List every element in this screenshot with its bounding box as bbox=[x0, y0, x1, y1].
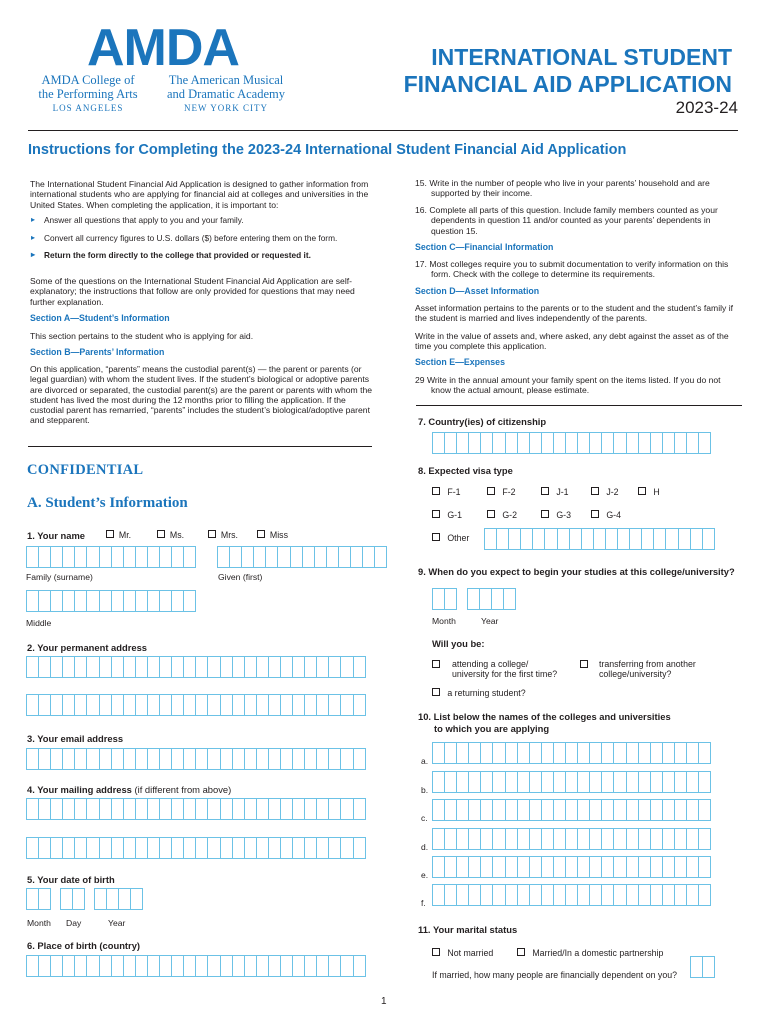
q9-label: 9. When do you expect to begin your studies at this college/university? bbox=[418, 566, 735, 577]
dob-month-input[interactable] bbox=[26, 888, 50, 910]
char-box[interactable] bbox=[698, 828, 711, 850]
visa-other-label: Other bbox=[447, 533, 470, 543]
mailing-address-line1[interactable] bbox=[26, 798, 365, 820]
dob-day-input[interactable] bbox=[60, 888, 84, 910]
checkbox-icon[interactable] bbox=[517, 948, 525, 956]
name-given-input[interactable] bbox=[217, 546, 386, 568]
mailing-address-line2[interactable] bbox=[26, 837, 365, 859]
char-box[interactable] bbox=[130, 888, 143, 910]
char-box[interactable] bbox=[38, 888, 51, 910]
item-29: 29 Write in the annual amount your family spent on the items listed. If you do not know the actual amount, please estimate. bbox=[415, 375, 721, 396]
college-e-letter: e. bbox=[421, 870, 429, 880]
visa-g4[interactable] bbox=[591, 510, 621, 520]
college-b-letter: b. bbox=[421, 785, 429, 795]
char-box[interactable] bbox=[698, 799, 711, 821]
start-year-input[interactable] bbox=[467, 588, 515, 610]
visa-f2-label: F-2 bbox=[502, 487, 516, 497]
dob-year-label: Year bbox=[108, 918, 126, 928]
checkbox-icon[interactable] bbox=[208, 530, 216, 538]
char-box[interactable] bbox=[353, 837, 366, 859]
q7-label: 7. Country(ies) of citizenship bbox=[418, 416, 547, 427]
header-divider bbox=[28, 130, 738, 131]
school-la-city: LOS ANGELES bbox=[52, 103, 124, 113]
opt-transfer-text bbox=[580, 659, 696, 679]
q11-label: 11. Your marital status bbox=[418, 924, 518, 935]
dependents-input[interactable] bbox=[690, 956, 714, 978]
opt-transfer-line1: transferring from another bbox=[599, 659, 696, 669]
school-ny bbox=[158, 73, 294, 115]
opt-transfer[interactable] bbox=[580, 659, 696, 679]
item-17: 17. Most colleges require you to submit documentation to verify information on this form. Check with the college to determine its requirements. bbox=[415, 259, 729, 280]
instructions-heading: Instructions for Completing the 2023-24 International Student Financial Aid Application bbox=[28, 142, 627, 158]
item-15: 15. Write in the number of people who live in your parents’ household and are supported by their income. bbox=[415, 178, 710, 199]
birth-country-input[interactable] bbox=[26, 955, 365, 977]
item-16: 16. Complete all parts of this question. Include family members counted as your dependents in question 11 and/or counted as your parents’ dependents in question 15. bbox=[415, 205, 718, 236]
college-c-input[interactable] bbox=[432, 799, 710, 821]
instructions-explanatory: Some of the questions on the International Student Financial Aid Application are self-explanatory; the instructions that follow are only provided for questions that may need further explanation. bbox=[30, 276, 355, 307]
page-number: 1 bbox=[381, 996, 387, 1007]
q4-label bbox=[27, 784, 231, 795]
checkbox-icon[interactable] bbox=[157, 530, 165, 538]
dob-year-input[interactable] bbox=[94, 888, 142, 910]
section-a-heading: A. Student’s Information bbox=[27, 495, 188, 511]
q10-label-line1: 10. List below the names of the colleges and universities bbox=[418, 711, 671, 722]
char-box[interactable] bbox=[353, 748, 366, 770]
char-box[interactable] bbox=[353, 955, 366, 977]
school-ny-city: NEW YORK CITY bbox=[184, 103, 268, 113]
married-option[interactable] bbox=[517, 948, 663, 958]
q10-label bbox=[418, 711, 671, 735]
school-ny-line1: The American Musical bbox=[168, 73, 284, 87]
title-mrs-label: Mrs. bbox=[220, 530, 238, 540]
q4-label-text: 4. Your mailing address bbox=[27, 784, 132, 795]
char-box[interactable] bbox=[353, 798, 366, 820]
college-f-input[interactable] bbox=[432, 884, 710, 906]
family-label: Family (surname) bbox=[26, 572, 93, 582]
q3-label: 3. Your email address bbox=[27, 733, 124, 744]
college-e-input[interactable] bbox=[432, 856, 710, 878]
visa-other[interactable] bbox=[432, 533, 469, 543]
citizenship-input[interactable] bbox=[432, 432, 710, 454]
q6-label: 6. Place of birth (country) bbox=[27, 940, 141, 951]
checkbox-icon[interactable] bbox=[541, 510, 549, 518]
char-box[interactable] bbox=[353, 694, 366, 716]
dependents-question: If married, how many people are financially dependent on you? bbox=[432, 970, 677, 980]
form-title-line2: FINANCIAL AID APPLICATION bbox=[403, 71, 732, 97]
visa-g1[interactable] bbox=[432, 510, 462, 520]
college-b-input[interactable] bbox=[432, 771, 710, 793]
permanent-address-line2[interactable] bbox=[26, 694, 365, 716]
checkbox-icon[interactable] bbox=[432, 533, 440, 541]
college-d-input[interactable] bbox=[432, 828, 710, 850]
visa-other-input[interactable] bbox=[484, 528, 714, 550]
title-mrs[interactable] bbox=[208, 530, 238, 540]
title-miss-label: Miss bbox=[269, 530, 288, 540]
checkbox-icon[interactable] bbox=[541, 487, 549, 495]
section-c-title: Section C—Financial Information bbox=[415, 242, 554, 252]
opt-first-time-line2: university for the first time? bbox=[452, 669, 558, 679]
section-a-title: Section A—Student’s Information bbox=[30, 313, 170, 323]
bullet-1: ▸ Answer all questions that apply to you and your family. bbox=[44, 215, 244, 225]
start-month-input[interactable] bbox=[432, 588, 456, 610]
will-you-be-label: Will you be: bbox=[432, 638, 485, 649]
q4-note: (if different from above) bbox=[131, 784, 232, 795]
q10-label-line2: to which you are applying bbox=[434, 723, 550, 734]
checkbox-icon[interactable] bbox=[257, 530, 265, 538]
not-married-option[interactable] bbox=[432, 948, 493, 958]
checkbox-icon[interactable] bbox=[591, 510, 599, 518]
checkbox-icon[interactable] bbox=[432, 660, 440, 668]
school-la-line1: AMDA College of bbox=[41, 73, 135, 87]
married-label: Married/In a domestic partnership bbox=[532, 948, 664, 958]
confidential-label: CONFIDENTIAL bbox=[27, 462, 144, 478]
title-miss[interactable] bbox=[257, 530, 288, 540]
checkbox-icon[interactable] bbox=[432, 510, 440, 518]
q1-label: 1. Your name bbox=[27, 530, 86, 541]
checkbox-icon[interactable] bbox=[432, 948, 440, 956]
visa-j1-label: J-1 bbox=[556, 487, 569, 497]
dob-day-label: Day bbox=[66, 918, 82, 928]
section-a-text: This section pertains to the student who is applying for aid. bbox=[30, 331, 254, 341]
college-d-letter: d. bbox=[421, 842, 429, 852]
start-month-label: Month bbox=[432, 616, 456, 626]
visa-j1[interactable] bbox=[541, 487, 569, 497]
opt-first-time-text bbox=[432, 659, 557, 679]
checkbox-icon[interactable] bbox=[638, 487, 646, 495]
opt-transfer-line2: college/university? bbox=[599, 669, 672, 679]
char-box[interactable] bbox=[72, 888, 85, 910]
q2-label: 2. Your permanent address bbox=[27, 642, 148, 653]
section-d-text-2: Write in the value of assets and, where asked, any debt against the asset as of the time you complete this application. bbox=[415, 331, 729, 352]
college-f-letter: f. bbox=[421, 898, 426, 908]
title-mr-label: Mr. bbox=[118, 530, 132, 540]
visa-g3[interactable] bbox=[541, 510, 571, 520]
char-box[interactable] bbox=[702, 956, 715, 978]
visa-h[interactable] bbox=[638, 487, 660, 497]
visa-g2-label: G-2 bbox=[502, 510, 518, 520]
opt-returning-label: a returning student? bbox=[447, 688, 526, 698]
given-label: Given (first) bbox=[218, 572, 263, 582]
instructions-intro: The International Student Financial Aid Application is designed to gather information from international students who are applying for financial aid at colleges and universities in the United States. When completing the application, it is important to: bbox=[30, 179, 369, 210]
section-b-title: Section B—Parents’ Information bbox=[30, 347, 165, 357]
start-year-label: Year bbox=[481, 616, 499, 626]
form-title bbox=[404, 44, 732, 98]
visa-f2[interactable] bbox=[487, 487, 516, 497]
email-input[interactable] bbox=[26, 748, 365, 770]
bullet-2: ▸ Convert all currency figures to U.S. dollars ($) before entering them on the form. bbox=[44, 233, 337, 243]
char-box[interactable] bbox=[702, 528, 715, 550]
not-married-label: Not married bbox=[447, 948, 494, 958]
section-e-title: Section E—Expenses bbox=[415, 357, 505, 367]
checkbox-icon[interactable] bbox=[580, 660, 588, 668]
q5-label: 5. Your date of birth bbox=[27, 874, 115, 885]
char-box[interactable] bbox=[698, 432, 711, 454]
left-divider bbox=[28, 446, 372, 447]
title-ms[interactable] bbox=[157, 530, 184, 540]
char-box[interactable] bbox=[444, 588, 457, 610]
bullet-3: ▸ Return the form directly to the college that provided or requested it. bbox=[44, 250, 311, 260]
college-c-letter: c. bbox=[421, 813, 428, 823]
college-a-letter: a. bbox=[421, 756, 429, 766]
char-box[interactable] bbox=[183, 590, 196, 612]
name-middle-input[interactable] bbox=[26, 590, 195, 612]
visa-j2[interactable] bbox=[591, 487, 619, 497]
char-box[interactable] bbox=[503, 588, 516, 610]
section-b-text: On this application, “parents” means the custodial parent(s) — the parent or parents (or legal guardian) with whom the student lives. If the student’s biological or adoptive parents are divorced or separated, the custodial parent(s) are the parent or parents with whom the student has lived the most during the 12 months prior to filling the application. If the custodial parent has remarried, “parents” includes the student’s biological/adoptive parent and stepparent. bbox=[30, 364, 373, 426]
middle-label: Middle bbox=[26, 618, 52, 628]
visa-g3-label: G-3 bbox=[556, 510, 572, 520]
checkbox-icon[interactable] bbox=[432, 688, 440, 696]
checkbox-icon[interactable] bbox=[487, 487, 495, 495]
school-ny-line2: and Dramatic Academy bbox=[166, 87, 285, 101]
section-d-title: Section D—Asset Information bbox=[415, 286, 540, 296]
visa-g2[interactable] bbox=[487, 510, 517, 520]
dob-month-label: Month bbox=[27, 918, 51, 928]
opt-returning[interactable] bbox=[432, 688, 526, 698]
visa-j2-label: J-2 bbox=[606, 487, 619, 497]
amda-logo: AMDA bbox=[87, 19, 239, 77]
name-family-input[interactable] bbox=[26, 546, 195, 568]
visa-f1[interactable] bbox=[432, 487, 461, 497]
char-box[interactable] bbox=[698, 742, 711, 764]
visa-h-label: H bbox=[653, 487, 660, 497]
checkbox-icon[interactable] bbox=[591, 487, 599, 495]
form-year: 2023-24 bbox=[675, 98, 738, 117]
char-box[interactable] bbox=[374, 546, 387, 568]
right-divider bbox=[416, 405, 742, 406]
college-a-input[interactable] bbox=[432, 742, 710, 764]
char-box[interactable] bbox=[698, 856, 711, 878]
school-la bbox=[30, 73, 146, 115]
permanent-address-line1[interactable] bbox=[26, 656, 365, 678]
char-box[interactable] bbox=[183, 546, 196, 568]
title-ms-label: Ms. bbox=[169, 530, 185, 540]
q8-label: 8. Expected visa type bbox=[418, 465, 513, 476]
opt-first-time[interactable] bbox=[432, 659, 557, 679]
title-mr[interactable] bbox=[106, 530, 131, 540]
visa-g1-label: G-1 bbox=[447, 510, 463, 520]
section-d-text-1: Asset information pertains to the parents or to the student and the student’s family if the student is married and lives independently of the parents. bbox=[415, 303, 733, 324]
char-box[interactable] bbox=[698, 884, 711, 906]
char-box[interactable] bbox=[353, 656, 366, 678]
form-title-line1: INTERNATIONAL STUDENT bbox=[431, 44, 732, 70]
visa-g4-label: G-4 bbox=[606, 510, 622, 520]
opt-first-time-line1: attending a college/ bbox=[452, 659, 529, 669]
char-box[interactable] bbox=[698, 771, 711, 793]
school-la-line2: the Performing Arts bbox=[38, 87, 138, 101]
visa-f1-label: F-1 bbox=[447, 487, 461, 497]
checkbox-icon[interactable] bbox=[432, 487, 440, 495]
checkbox-icon[interactable] bbox=[106, 530, 114, 538]
checkbox-icon[interactable] bbox=[487, 510, 495, 518]
